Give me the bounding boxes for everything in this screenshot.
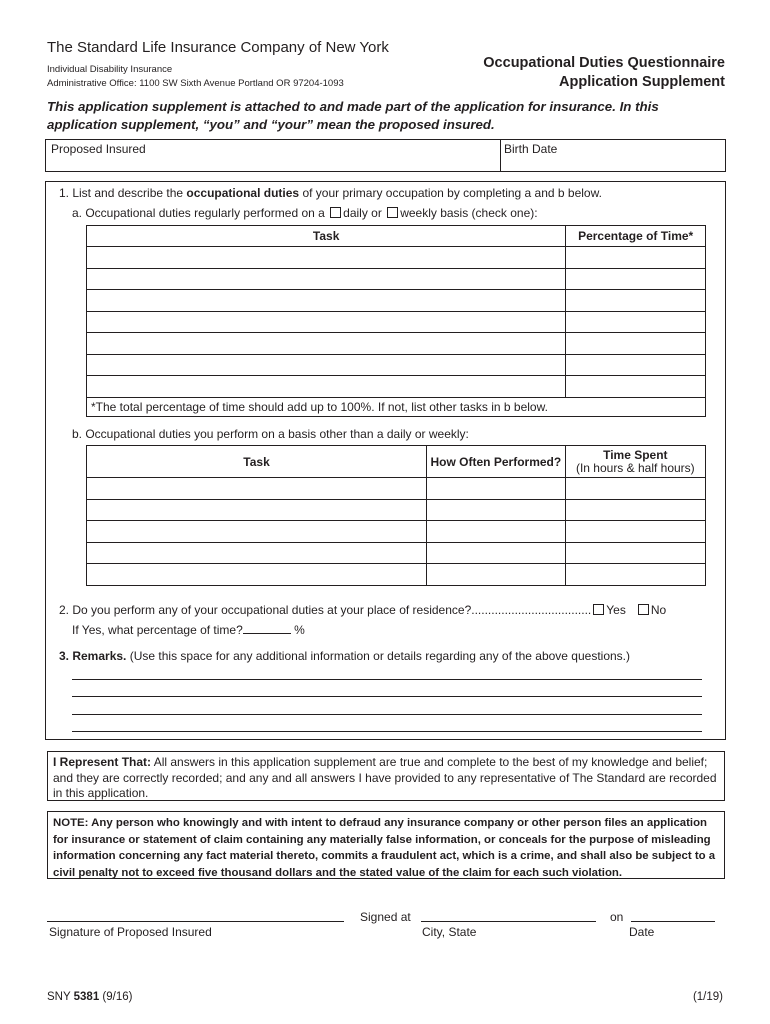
table-row <box>87 247 706 269</box>
task-cell[interactable] <box>87 521 427 543</box>
pct-cell[interactable] <box>566 268 706 290</box>
table-row <box>87 376 706 398</box>
signed-at-label: Signed at <box>360 910 411 924</box>
task-cell[interactable] <box>87 290 566 312</box>
daily-checkbox[interactable] <box>330 207 341 218</box>
how-cell[interactable] <box>427 499 566 521</box>
table-row <box>87 478 706 500</box>
signature-line[interactable] <box>47 921 344 922</box>
time-cell[interactable] <box>565 542 705 564</box>
table-row <box>87 268 706 290</box>
task-cell[interactable] <box>87 478 427 500</box>
product-line: Individual Disability Insurance <box>47 64 173 75</box>
pct-cell[interactable] <box>566 376 706 398</box>
title-line-1: Occupational Duties Questionnaire <box>483 55 725 71</box>
table-a <box>86 225 706 417</box>
q2-pct-suffix: % <box>290 623 305 637</box>
table-row <box>87 354 706 376</box>
how-cell[interactable] <box>427 564 566 586</box>
question-1b: b. Occupational duties you perform on a basis other than a daily or weekly: <box>72 427 469 441</box>
table-row <box>87 542 706 564</box>
remarks-line[interactable] <box>72 731 702 732</box>
task-cell[interactable] <box>87 268 566 290</box>
q1-prefix: 1. List and describe the <box>59 186 187 200</box>
table-row <box>87 333 706 355</box>
question-1 <box>59 186 602 200</box>
table-row <box>87 564 706 586</box>
question-3 <box>59 649 630 663</box>
remarks-line[interactable] <box>72 696 702 697</box>
table-b-how-header: How Often Performed? <box>427 446 566 478</box>
table-a-footnote: *The total percentage of time should add up to 100%. If not, list other tasks in b below. <box>87 397 706 416</box>
task-cell[interactable] <box>87 564 427 586</box>
title-line-2: Application Supplement <box>559 74 725 90</box>
page-number: (1/19) <box>692 991 723 1003</box>
yes-checkbox[interactable] <box>593 604 604 615</box>
q2-text: 2. Do you perform any of your occupational duties at your place of residence?.................................... <box>59 603 592 617</box>
residence-pct-field[interactable] <box>243 622 291 634</box>
table-b-task-header: Task <box>87 446 427 478</box>
form-date: (9/16) <box>99 991 133 1003</box>
q1-bold: occupational duties <box>186 186 300 200</box>
task-cell[interactable] <box>87 247 566 269</box>
time-cell[interactable] <box>565 478 705 500</box>
table-row <box>87 499 706 521</box>
yes-label: Yes <box>606 603 626 617</box>
office-address: Administrative Office: 1100 SW Sixth Avenue Portland OR 97204-1093 <box>47 78 344 89</box>
form-num: 5381 <box>73 991 100 1003</box>
remarks-line[interactable] <box>72 679 702 680</box>
table-b-time-header <box>565 446 705 478</box>
pct-cell[interactable] <box>566 333 706 355</box>
no-label: No <box>650 603 667 617</box>
table-row <box>87 311 706 333</box>
signature-label: Signature of Proposed Insured <box>49 925 212 939</box>
q1-suffix: of your primary occupation by completing a and b below. <box>299 186 602 200</box>
city-state-line[interactable] <box>421 921 596 922</box>
how-cell[interactable] <box>427 542 566 564</box>
pct-cell[interactable] <box>566 290 706 312</box>
table-b <box>86 445 706 586</box>
insured-info-box <box>45 139 726 172</box>
weekly-checkbox[interactable] <box>387 207 398 218</box>
representation-box <box>47 751 725 801</box>
document-title <box>483 54 725 92</box>
proposed-insured-label: Proposed Insured <box>51 142 146 156</box>
daily-label: daily or <box>343 206 386 220</box>
time-cell[interactable] <box>565 499 705 521</box>
question-2-followup <box>72 622 305 637</box>
time-cell[interactable] <box>565 564 705 586</box>
how-cell[interactable] <box>427 478 566 500</box>
date-line[interactable] <box>631 921 715 922</box>
time-cell[interactable] <box>565 521 705 543</box>
no-checkbox[interactable] <box>638 604 649 615</box>
task-cell[interactable] <box>87 333 566 355</box>
birth-date-field[interactable] <box>504 156 722 170</box>
time-spent-sub: (In hours & half hours) <box>575 460 695 475</box>
company-name: The Standard Life Insurance Company of New York <box>47 39 389 56</box>
task-cell[interactable] <box>87 376 566 398</box>
pct-cell[interactable] <box>566 311 706 333</box>
fraud-note-box: NOTE: Any person who knowingly and with intent to defraud any insurance company or other person files an application for insurance or statement of claim containing any materially false information, or conceals for the purpose of misleading information concerning any fact material thereto, commits a fraudulent act, which is a crime, and shall also be subject to a civil penalty not to exceed five thousand dollars and the stated value of the claim for each such violation. <box>47 811 725 879</box>
form-prefix: SNY <box>47 991 74 1003</box>
represent-bold: I Represent That: <box>53 755 152 769</box>
represent-text: All answers in this application supplement are true and complete to the best of my knowledge and belief; and they are correctly recorded; and any and all answers I have provided to any representative of The Standard are recorded in this application. <box>53 755 717 800</box>
question-1a <box>72 206 538 220</box>
table-a-pct-header: Percentage of Time* <box>566 226 706 247</box>
insured-divider <box>500 140 501 171</box>
q3-text: (Use this space for any additional information or details regarding any of the above questions.) <box>126 649 631 663</box>
pct-cell[interactable] <box>566 354 706 376</box>
table-row <box>87 290 706 312</box>
pct-cell[interactable] <box>566 247 706 269</box>
task-cell[interactable] <box>87 499 427 521</box>
date-label: Date <box>629 925 655 939</box>
task-cell[interactable] <box>87 542 427 564</box>
form-number <box>47 991 132 1003</box>
how-cell[interactable] <box>427 521 566 543</box>
q2-pct-prefix: If Yes, what percentage of time? <box>72 623 243 637</box>
on-label: on <box>610 910 624 924</box>
time-spent-title: Time Spent <box>603 447 668 462</box>
table-a-task-header: Task <box>87 226 566 247</box>
task-cell[interactable] <box>87 311 566 333</box>
remarks-line[interactable] <box>72 714 702 715</box>
birth-date-label: Birth Date <box>504 142 558 156</box>
question-2 <box>59 603 666 617</box>
proposed-insured-field[interactable] <box>48 156 496 170</box>
weekly-label: weekly basis (check one): <box>400 206 538 220</box>
city-state-label: City, State <box>422 925 477 939</box>
table-row <box>87 521 706 543</box>
task-cell[interactable] <box>87 354 566 376</box>
intro-statement: This application supplement is attached to and made part of the application for insurance. In this application supplement, “you” and “your” mean the proposed insured. <box>47 99 659 132</box>
q3-bold: 3. Remarks. <box>59 649 127 663</box>
q1a-prefix: a. Occupational duties regularly performed on a <box>72 206 329 220</box>
